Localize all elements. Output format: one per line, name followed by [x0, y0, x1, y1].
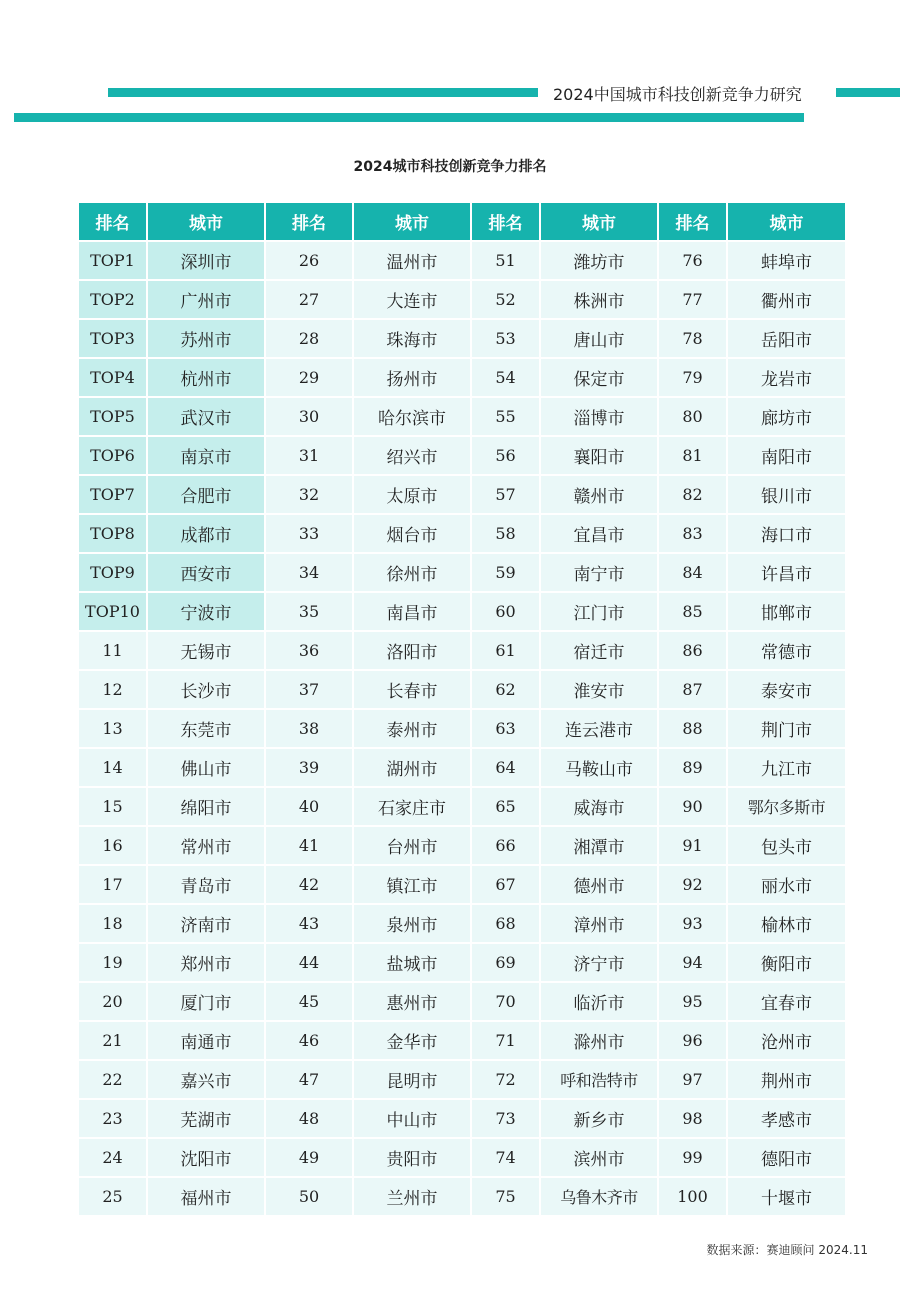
rank-cell: 42 — [266, 866, 352, 903]
rank-cell: 87 — [659, 671, 726, 708]
city-cell: 泉州市 — [354, 905, 470, 942]
rank-cell: 26 — [266, 242, 352, 279]
rank-cell: 66 — [472, 827, 539, 864]
city-cell: 苏州市 — [148, 320, 264, 357]
table-title: 2024城市科技创新竞争力排名 — [353, 159, 547, 175]
data-source-note: 数据来源：赛迪顾问 2024.11 — [706, 1243, 868, 1257]
city-cell: 江门市 — [541, 593, 657, 630]
city-cell: 芜湖市 — [148, 1100, 264, 1137]
table-row — [79, 593, 845, 630]
rank-cell: 40 — [266, 788, 352, 825]
rank-cell: 97 — [659, 1061, 726, 1098]
city-cell: 哈尔滨市 — [354, 398, 470, 435]
city-cell: 常州市 — [148, 827, 264, 864]
city-cell: 荆门市 — [728, 710, 845, 747]
city-cell: 无锡市 — [148, 632, 264, 669]
header-accent-bar-lower — [14, 113, 804, 122]
rank-cell: 69 — [472, 944, 539, 981]
city-cell: 德阳市 — [728, 1139, 845, 1176]
rank-cell: 64 — [472, 749, 539, 786]
city-cell: 珠海市 — [354, 320, 470, 357]
rank-cell: 45 — [266, 983, 352, 1020]
rank-cell: 49 — [266, 1139, 352, 1176]
table-row — [79, 710, 845, 747]
table-row — [79, 1139, 845, 1176]
rank-cell: 18 — [79, 905, 146, 942]
column-header-rank: 排名 — [79, 203, 146, 240]
city-cell: 德州市 — [541, 866, 657, 903]
city-cell: 中山市 — [354, 1100, 470, 1137]
city-cell: 沈阳市 — [148, 1139, 264, 1176]
rank-cell: 61 — [472, 632, 539, 669]
rank-cell: 84 — [659, 554, 726, 591]
rank-cell: 41 — [266, 827, 352, 864]
city-cell: 银川市 — [728, 476, 845, 513]
city-cell: 徐州市 — [354, 554, 470, 591]
city-cell: 南阳市 — [728, 437, 845, 474]
city-cell: 唐山市 — [541, 320, 657, 357]
table-row — [79, 359, 845, 396]
city-cell: 沧州市 — [728, 1022, 845, 1059]
city-cell: 南昌市 — [354, 593, 470, 630]
rank-cell: 52 — [472, 281, 539, 318]
city-cell: 宜春市 — [728, 983, 845, 1020]
rank-cell: 17 — [79, 866, 146, 903]
rank-cell: 29 — [266, 359, 352, 396]
city-cell: 马鞍山市 — [541, 749, 657, 786]
table-row — [79, 905, 845, 942]
table-row — [79, 866, 845, 903]
rank-cell: 50 — [266, 1178, 352, 1215]
city-cell: 南通市 — [148, 1022, 264, 1059]
city-cell: 孝感市 — [728, 1100, 845, 1137]
rank-cell: TOP3 — [79, 320, 146, 357]
city-cell: 济宁市 — [541, 944, 657, 981]
city-cell: 包头市 — [728, 827, 845, 864]
table-row — [79, 749, 845, 786]
city-cell: 泰安市 — [728, 671, 845, 708]
city-cell: 海口市 — [728, 515, 845, 552]
rank-cell: 12 — [79, 671, 146, 708]
table-row — [79, 515, 845, 552]
rank-cell: 27 — [266, 281, 352, 318]
city-cell: 蚌埠市 — [728, 242, 845, 279]
rank-cell: 59 — [472, 554, 539, 591]
city-cell: 呼和浩特市 — [541, 1061, 657, 1098]
rank-cell: 22 — [79, 1061, 146, 1098]
city-cell: 榆林市 — [728, 905, 845, 942]
rank-cell: 53 — [472, 320, 539, 357]
city-cell: 金华市 — [354, 1022, 470, 1059]
rank-cell: 96 — [659, 1022, 726, 1059]
rank-cell: TOP5 — [79, 398, 146, 435]
city-cell: 乌鲁木齐市 — [541, 1178, 657, 1215]
column-header-city: 城市 — [148, 203, 264, 240]
city-cell: 佛山市 — [148, 749, 264, 786]
rank-cell: 82 — [659, 476, 726, 513]
table-header-row — [79, 203, 845, 240]
table-row — [79, 437, 845, 474]
rank-cell: 56 — [472, 437, 539, 474]
table-row — [79, 788, 845, 825]
table-row — [79, 554, 845, 591]
rank-cell: 91 — [659, 827, 726, 864]
rank-cell: 55 — [472, 398, 539, 435]
city-cell: 保定市 — [541, 359, 657, 396]
city-cell: 连云港市 — [541, 710, 657, 747]
table-row — [79, 1061, 845, 1098]
rank-cell: 77 — [659, 281, 726, 318]
rank-cell: 13 — [79, 710, 146, 747]
rank-cell: 85 — [659, 593, 726, 630]
city-cell: 淮安市 — [541, 671, 657, 708]
city-cell: 湘潭市 — [541, 827, 657, 864]
city-cell: 成都市 — [148, 515, 264, 552]
rank-cell: 33 — [266, 515, 352, 552]
city-cell: 廊坊市 — [728, 398, 845, 435]
city-cell: 福州市 — [148, 1178, 264, 1215]
rank-cell: 100 — [659, 1178, 726, 1215]
rank-cell: 19 — [79, 944, 146, 981]
city-cell: 襄阳市 — [541, 437, 657, 474]
rank-cell: 36 — [266, 632, 352, 669]
rank-cell: 37 — [266, 671, 352, 708]
rank-cell: 20 — [79, 983, 146, 1020]
rank-cell: TOP6 — [79, 437, 146, 474]
table-row — [79, 476, 845, 513]
city-cell: 扬州市 — [354, 359, 470, 396]
table-row — [79, 320, 845, 357]
report-title: 2024中国城市科技创新竞争力研究 — [553, 85, 802, 104]
table-row — [79, 944, 845, 981]
table-row — [79, 632, 845, 669]
rank-cell: TOP2 — [79, 281, 146, 318]
header-accent-bar-left — [108, 88, 538, 97]
city-cell: 武汉市 — [148, 398, 264, 435]
rank-cell: 62 — [472, 671, 539, 708]
rank-cell: 90 — [659, 788, 726, 825]
header-accent-bar-right — [836, 88, 900, 97]
city-cell: 嘉兴市 — [148, 1061, 264, 1098]
city-cell: 杭州市 — [148, 359, 264, 396]
rank-cell: 54 — [472, 359, 539, 396]
city-cell: 许昌市 — [728, 554, 845, 591]
rank-cell: 15 — [79, 788, 146, 825]
city-cell: 岳阳市 — [728, 320, 845, 357]
city-cell: 邯郸市 — [728, 593, 845, 630]
city-cell: 盐城市 — [354, 944, 470, 981]
city-cell: 长春市 — [354, 671, 470, 708]
city-cell: 宁波市 — [148, 593, 264, 630]
city-cell: 淄博市 — [541, 398, 657, 435]
table-row — [79, 242, 845, 279]
rank-cell: 34 — [266, 554, 352, 591]
city-cell: 龙岩市 — [728, 359, 845, 396]
column-header-city: 城市 — [354, 203, 470, 240]
city-cell: 衡阳市 — [728, 944, 845, 981]
city-cell: 南京市 — [148, 437, 264, 474]
column-header-city: 城市 — [728, 203, 845, 240]
city-cell: 丽水市 — [728, 866, 845, 903]
city-cell: 洛阳市 — [354, 632, 470, 669]
city-cell: 泰州市 — [354, 710, 470, 747]
table-body — [79, 242, 845, 1215]
rank-cell: 44 — [266, 944, 352, 981]
rank-cell: 14 — [79, 749, 146, 786]
rank-cell: 67 — [472, 866, 539, 903]
rank-cell: 31 — [266, 437, 352, 474]
rank-cell: 93 — [659, 905, 726, 942]
rank-cell: 95 — [659, 983, 726, 1020]
rank-cell: 57 — [472, 476, 539, 513]
city-cell: 荆州市 — [728, 1061, 845, 1098]
rank-cell: 72 — [472, 1061, 539, 1098]
rank-cell: TOP1 — [79, 242, 146, 279]
city-cell: 台州市 — [354, 827, 470, 864]
rank-cell: 71 — [472, 1022, 539, 1059]
rank-cell: 21 — [79, 1022, 146, 1059]
city-cell: 东莞市 — [148, 710, 264, 747]
table-row — [79, 281, 845, 318]
ranking-table — [77, 201, 847, 1217]
rank-cell: 74 — [472, 1139, 539, 1176]
city-cell: 合肥市 — [148, 476, 264, 513]
city-cell: 温州市 — [354, 242, 470, 279]
rank-cell: 75 — [472, 1178, 539, 1215]
rank-cell: 98 — [659, 1100, 726, 1137]
rank-cell: 39 — [266, 749, 352, 786]
rank-cell: 68 — [472, 905, 539, 942]
rank-cell: 89 — [659, 749, 726, 786]
rank-cell: 94 — [659, 944, 726, 981]
rank-cell: 47 — [266, 1061, 352, 1098]
rank-cell: 83 — [659, 515, 726, 552]
rank-cell: 86 — [659, 632, 726, 669]
city-cell: 西安市 — [148, 554, 264, 591]
column-header-rank: 排名 — [266, 203, 352, 240]
rank-cell: 16 — [79, 827, 146, 864]
rank-cell: 60 — [472, 593, 539, 630]
rank-cell: 38 — [266, 710, 352, 747]
rank-cell: TOP4 — [79, 359, 146, 396]
table-row — [79, 827, 845, 864]
city-cell: 兰州市 — [354, 1178, 470, 1215]
city-cell: 深圳市 — [148, 242, 264, 279]
city-cell: 厦门市 — [148, 983, 264, 1020]
city-cell: 滁州市 — [541, 1022, 657, 1059]
city-cell: 太原市 — [354, 476, 470, 513]
rank-cell: 32 — [266, 476, 352, 513]
table-row — [79, 1100, 845, 1137]
city-cell: 宜昌市 — [541, 515, 657, 552]
city-cell: 绍兴市 — [354, 437, 470, 474]
rank-cell: 23 — [79, 1100, 146, 1137]
table-row — [79, 1178, 845, 1215]
city-cell: 石家庄市 — [354, 788, 470, 825]
column-header-rank: 排名 — [659, 203, 726, 240]
rank-cell: 46 — [266, 1022, 352, 1059]
rank-cell: 76 — [659, 242, 726, 279]
rank-cell: TOP10 — [79, 593, 146, 630]
rank-cell: 11 — [79, 632, 146, 669]
city-cell: 漳州市 — [541, 905, 657, 942]
rank-cell: TOP9 — [79, 554, 146, 591]
city-cell: 青岛市 — [148, 866, 264, 903]
rank-cell: 88 — [659, 710, 726, 747]
city-cell: 惠州市 — [354, 983, 470, 1020]
rank-cell: 80 — [659, 398, 726, 435]
rank-cell: 58 — [472, 515, 539, 552]
rank-cell: TOP8 — [79, 515, 146, 552]
rank-cell: TOP7 — [79, 476, 146, 513]
table-row — [79, 983, 845, 1020]
city-cell: 威海市 — [541, 788, 657, 825]
rank-cell: 99 — [659, 1139, 726, 1176]
city-cell: 贵阳市 — [354, 1139, 470, 1176]
city-cell: 烟台市 — [354, 515, 470, 552]
city-cell: 潍坊市 — [541, 242, 657, 279]
city-cell: 镇江市 — [354, 866, 470, 903]
city-cell: 宿迁市 — [541, 632, 657, 669]
city-cell: 湖州市 — [354, 749, 470, 786]
city-cell: 郑州市 — [148, 944, 264, 981]
rank-cell: 30 — [266, 398, 352, 435]
rank-cell: 81 — [659, 437, 726, 474]
city-cell: 滨州市 — [541, 1139, 657, 1176]
city-cell: 大连市 — [354, 281, 470, 318]
table-row — [79, 671, 845, 708]
rank-cell: 92 — [659, 866, 726, 903]
table-row — [79, 1022, 845, 1059]
rank-cell: 78 — [659, 320, 726, 357]
column-header-rank: 排名 — [472, 203, 539, 240]
city-cell: 广州市 — [148, 281, 264, 318]
rank-cell: 24 — [79, 1139, 146, 1176]
city-cell: 鄂尔多斯市 — [728, 788, 845, 825]
city-cell: 新乡市 — [541, 1100, 657, 1137]
rank-cell: 43 — [266, 905, 352, 942]
city-cell: 长沙市 — [148, 671, 264, 708]
city-cell: 九江市 — [728, 749, 845, 786]
table-row — [79, 398, 845, 435]
rank-cell: 28 — [266, 320, 352, 357]
city-cell: 绵阳市 — [148, 788, 264, 825]
rank-cell: 79 — [659, 359, 726, 396]
rank-cell: 63 — [472, 710, 539, 747]
rank-cell: 48 — [266, 1100, 352, 1137]
city-cell: 济南市 — [148, 905, 264, 942]
city-cell: 南宁市 — [541, 554, 657, 591]
city-cell: 株洲市 — [541, 281, 657, 318]
city-cell: 昆明市 — [354, 1061, 470, 1098]
city-cell: 临沂市 — [541, 983, 657, 1020]
rank-cell: 25 — [79, 1178, 146, 1215]
city-cell: 常德市 — [728, 632, 845, 669]
rank-cell: 51 — [472, 242, 539, 279]
rank-cell: 35 — [266, 593, 352, 630]
rank-cell: 70 — [472, 983, 539, 1020]
rank-cell: 65 — [472, 788, 539, 825]
city-cell: 衢州市 — [728, 281, 845, 318]
rank-cell: 73 — [472, 1100, 539, 1137]
city-cell: 赣州市 — [541, 476, 657, 513]
column-header-city: 城市 — [541, 203, 657, 240]
city-cell: 十堰市 — [728, 1178, 845, 1215]
